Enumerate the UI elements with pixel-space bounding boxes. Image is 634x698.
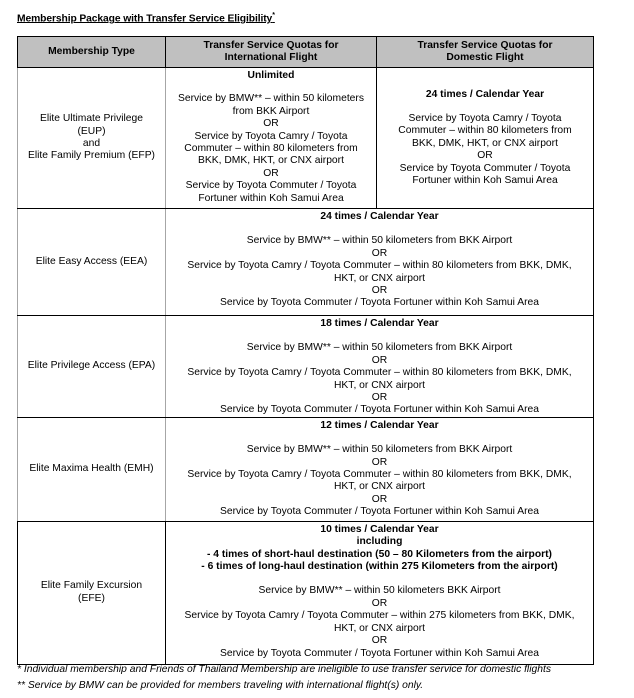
membership-type-cell bbox=[18, 521, 166, 664]
table-row bbox=[18, 209, 594, 316]
service-line: Service by Toyota Camry / Toyota bbox=[194, 130, 348, 142]
membership-line: Elite Family Premium (EFP) bbox=[27, 150, 155, 162]
service-line: Service by BMW** – within 50 kilometers from BKK Airport bbox=[246, 342, 513, 354]
title-text: Membership Package with Transfer Service Eligibility bbox=[17, 13, 273, 25]
header-line: Transfer Service Quotas for bbox=[417, 39, 553, 51]
header-domestic-flight bbox=[377, 37, 594, 68]
service-line: HKT, or CNX airport bbox=[334, 272, 425, 284]
service-line: Commuter – within 80 kilometers from bbox=[398, 125, 572, 137]
international-quota-cell bbox=[166, 68, 377, 209]
table-row bbox=[18, 68, 594, 209]
header-international-flight bbox=[166, 37, 377, 68]
membership-line: and bbox=[82, 138, 101, 149]
service-line: HKT, or CNX airport bbox=[334, 622, 425, 634]
service-line: OR bbox=[477, 150, 493, 162]
service-line: Service by Toyota Commuter / Toyota Fortuner within Koh Samui Area bbox=[220, 297, 539, 309]
service-line: OR bbox=[371, 354, 388, 366]
header-line: Transfer Service Quotas for bbox=[203, 39, 339, 51]
service-line: Service by Toyota Camry / Toyota Commuter – within 80 kilometers from BKK, DMK, bbox=[187, 469, 572, 481]
domestic-quota-cell bbox=[377, 68, 594, 209]
table-row bbox=[18, 417, 594, 521]
membership-type-cell bbox=[18, 68, 166, 209]
service-line: HKT, or CNX airport bbox=[334, 481, 425, 493]
table-row bbox=[18, 316, 594, 418]
service-line: Service by BMW** – within 50 kilometers BKK Airport bbox=[258, 585, 501, 597]
service-line: OR bbox=[371, 285, 388, 297]
service-line: Service by Toyota Commuter / Toyota Fortuner within Koh Samui Area bbox=[220, 506, 539, 518]
service-line: OR bbox=[371, 247, 388, 259]
service-line: Service by Toyota Camry / Toyota Commuter – within 80 kilometers from BKK, DMK, bbox=[187, 367, 572, 379]
service-line: HKT, or CNX airport bbox=[334, 379, 425, 391]
service-line: Service by BMW** – within 50 kilometers from BKK Airport bbox=[246, 235, 513, 247]
service-line: from BKK Airport bbox=[232, 105, 310, 117]
quota-detail: - 4 times of short-haul destination (50 – 80 Kilometers from the airport) bbox=[206, 548, 552, 560]
table-row bbox=[18, 521, 594, 664]
combined-quota-cell bbox=[166, 521, 594, 664]
service-line: Service by BMW** – within 50 kilometers bbox=[178, 93, 364, 105]
service-line: Service by Toyota Commuter / Toyota Fortuner within Koh Samui Area bbox=[220, 647, 539, 659]
quota-label: Unlimited bbox=[247, 70, 295, 81]
membership-line: Elite Family Excursion bbox=[40, 580, 143, 592]
membership-transfer-table bbox=[17, 36, 594, 665]
service-line: OR bbox=[371, 392, 388, 404]
service-line: Service by Toyota Commuter / Toyota bbox=[185, 180, 357, 192]
membership-line: Elite Ultimate Privilege bbox=[39, 113, 143, 125]
quota-label: 18 times / Calendar Year bbox=[320, 318, 439, 329]
membership-type-cell bbox=[18, 417, 166, 521]
service-line: Fortuner within Koh Samui Area bbox=[198, 192, 344, 204]
quota-detail: - 6 times of long-haul destination (within 275 Kilometers from the airport) bbox=[201, 561, 558, 573]
service-line: BKK, DMK, HKT, or CNX airport bbox=[412, 137, 558, 149]
combined-quota-cell bbox=[166, 316, 594, 418]
membership-type-cell bbox=[18, 209, 166, 316]
service-line: Service by Toyota Commuter / Toyota bbox=[399, 162, 571, 174]
service-line: OR bbox=[263, 167, 279, 179]
service-line: OR bbox=[371, 456, 388, 468]
table-header-row bbox=[18, 37, 594, 68]
service-line: Service by Toyota Camry / Toyota bbox=[408, 112, 562, 124]
quota-label: 12 times / Calendar Year bbox=[320, 419, 439, 431]
service-line: Service by Toyota Camry / Toyota Commuter – within 275 kilometers from BKK, DMK, bbox=[184, 610, 575, 622]
membership-line: Elite Maxima Health (EMH) bbox=[29, 463, 154, 475]
footnote-bmw-service: ** Service by BMW can be provided for members traveling with international flight(s) only. bbox=[17, 680, 424, 691]
service-line: OR bbox=[263, 118, 279, 130]
service-line: OR bbox=[371, 493, 388, 505]
service-line: Fortuner within Koh Samui Area bbox=[412, 175, 558, 187]
service-line: BKK, DMK, HKT, or CNX airport bbox=[198, 155, 344, 167]
membership-type-cell bbox=[18, 316, 166, 418]
combined-quota-cell bbox=[166, 417, 594, 521]
service-line: Service by Toyota Camry / Toyota Commuter – within 80 kilometers from BKK, DMK, bbox=[187, 260, 572, 272]
footnote-domestic-ineligibility: * Individual membership and Friends of Thailand Membership are ineligible to use transfer service for domestic flights bbox=[17, 664, 551, 675]
combined-quota-cell bbox=[166, 209, 594, 316]
membership-line: Elite Privilege Access (EPA) bbox=[27, 360, 156, 372]
membership-line: Elite Easy Access (EEA) bbox=[35, 255, 148, 267]
service-line: OR bbox=[371, 635, 388, 647]
service-line: Commuter – within 80 kilometers from bbox=[184, 143, 358, 155]
service-line: Service by Toyota Commuter / Toyota Fortuner within Koh Samui Area bbox=[220, 404, 539, 416]
membership-line: (EUP) bbox=[77, 125, 106, 137]
header-line: Domestic Flight bbox=[446, 52, 524, 63]
quota-label: 24 times / Calendar Year bbox=[320, 211, 439, 222]
quota-label: 10 times / Calendar Year bbox=[320, 523, 439, 535]
service-line: Service by BMW** – within 50 kilometers from BKK Airport bbox=[246, 444, 513, 456]
header-line: International Flight bbox=[224, 52, 318, 63]
title-footnote-marker: * bbox=[272, 12, 275, 19]
membership-line: (EFE) bbox=[78, 592, 105, 604]
service-line: OR bbox=[371, 597, 388, 609]
quota-detail: including bbox=[356, 536, 403, 548]
quota-label: 24 times / Calendar Year bbox=[425, 88, 545, 100]
header-membership-type: Membership Type bbox=[18, 37, 166, 68]
document-title bbox=[17, 10, 275, 26]
